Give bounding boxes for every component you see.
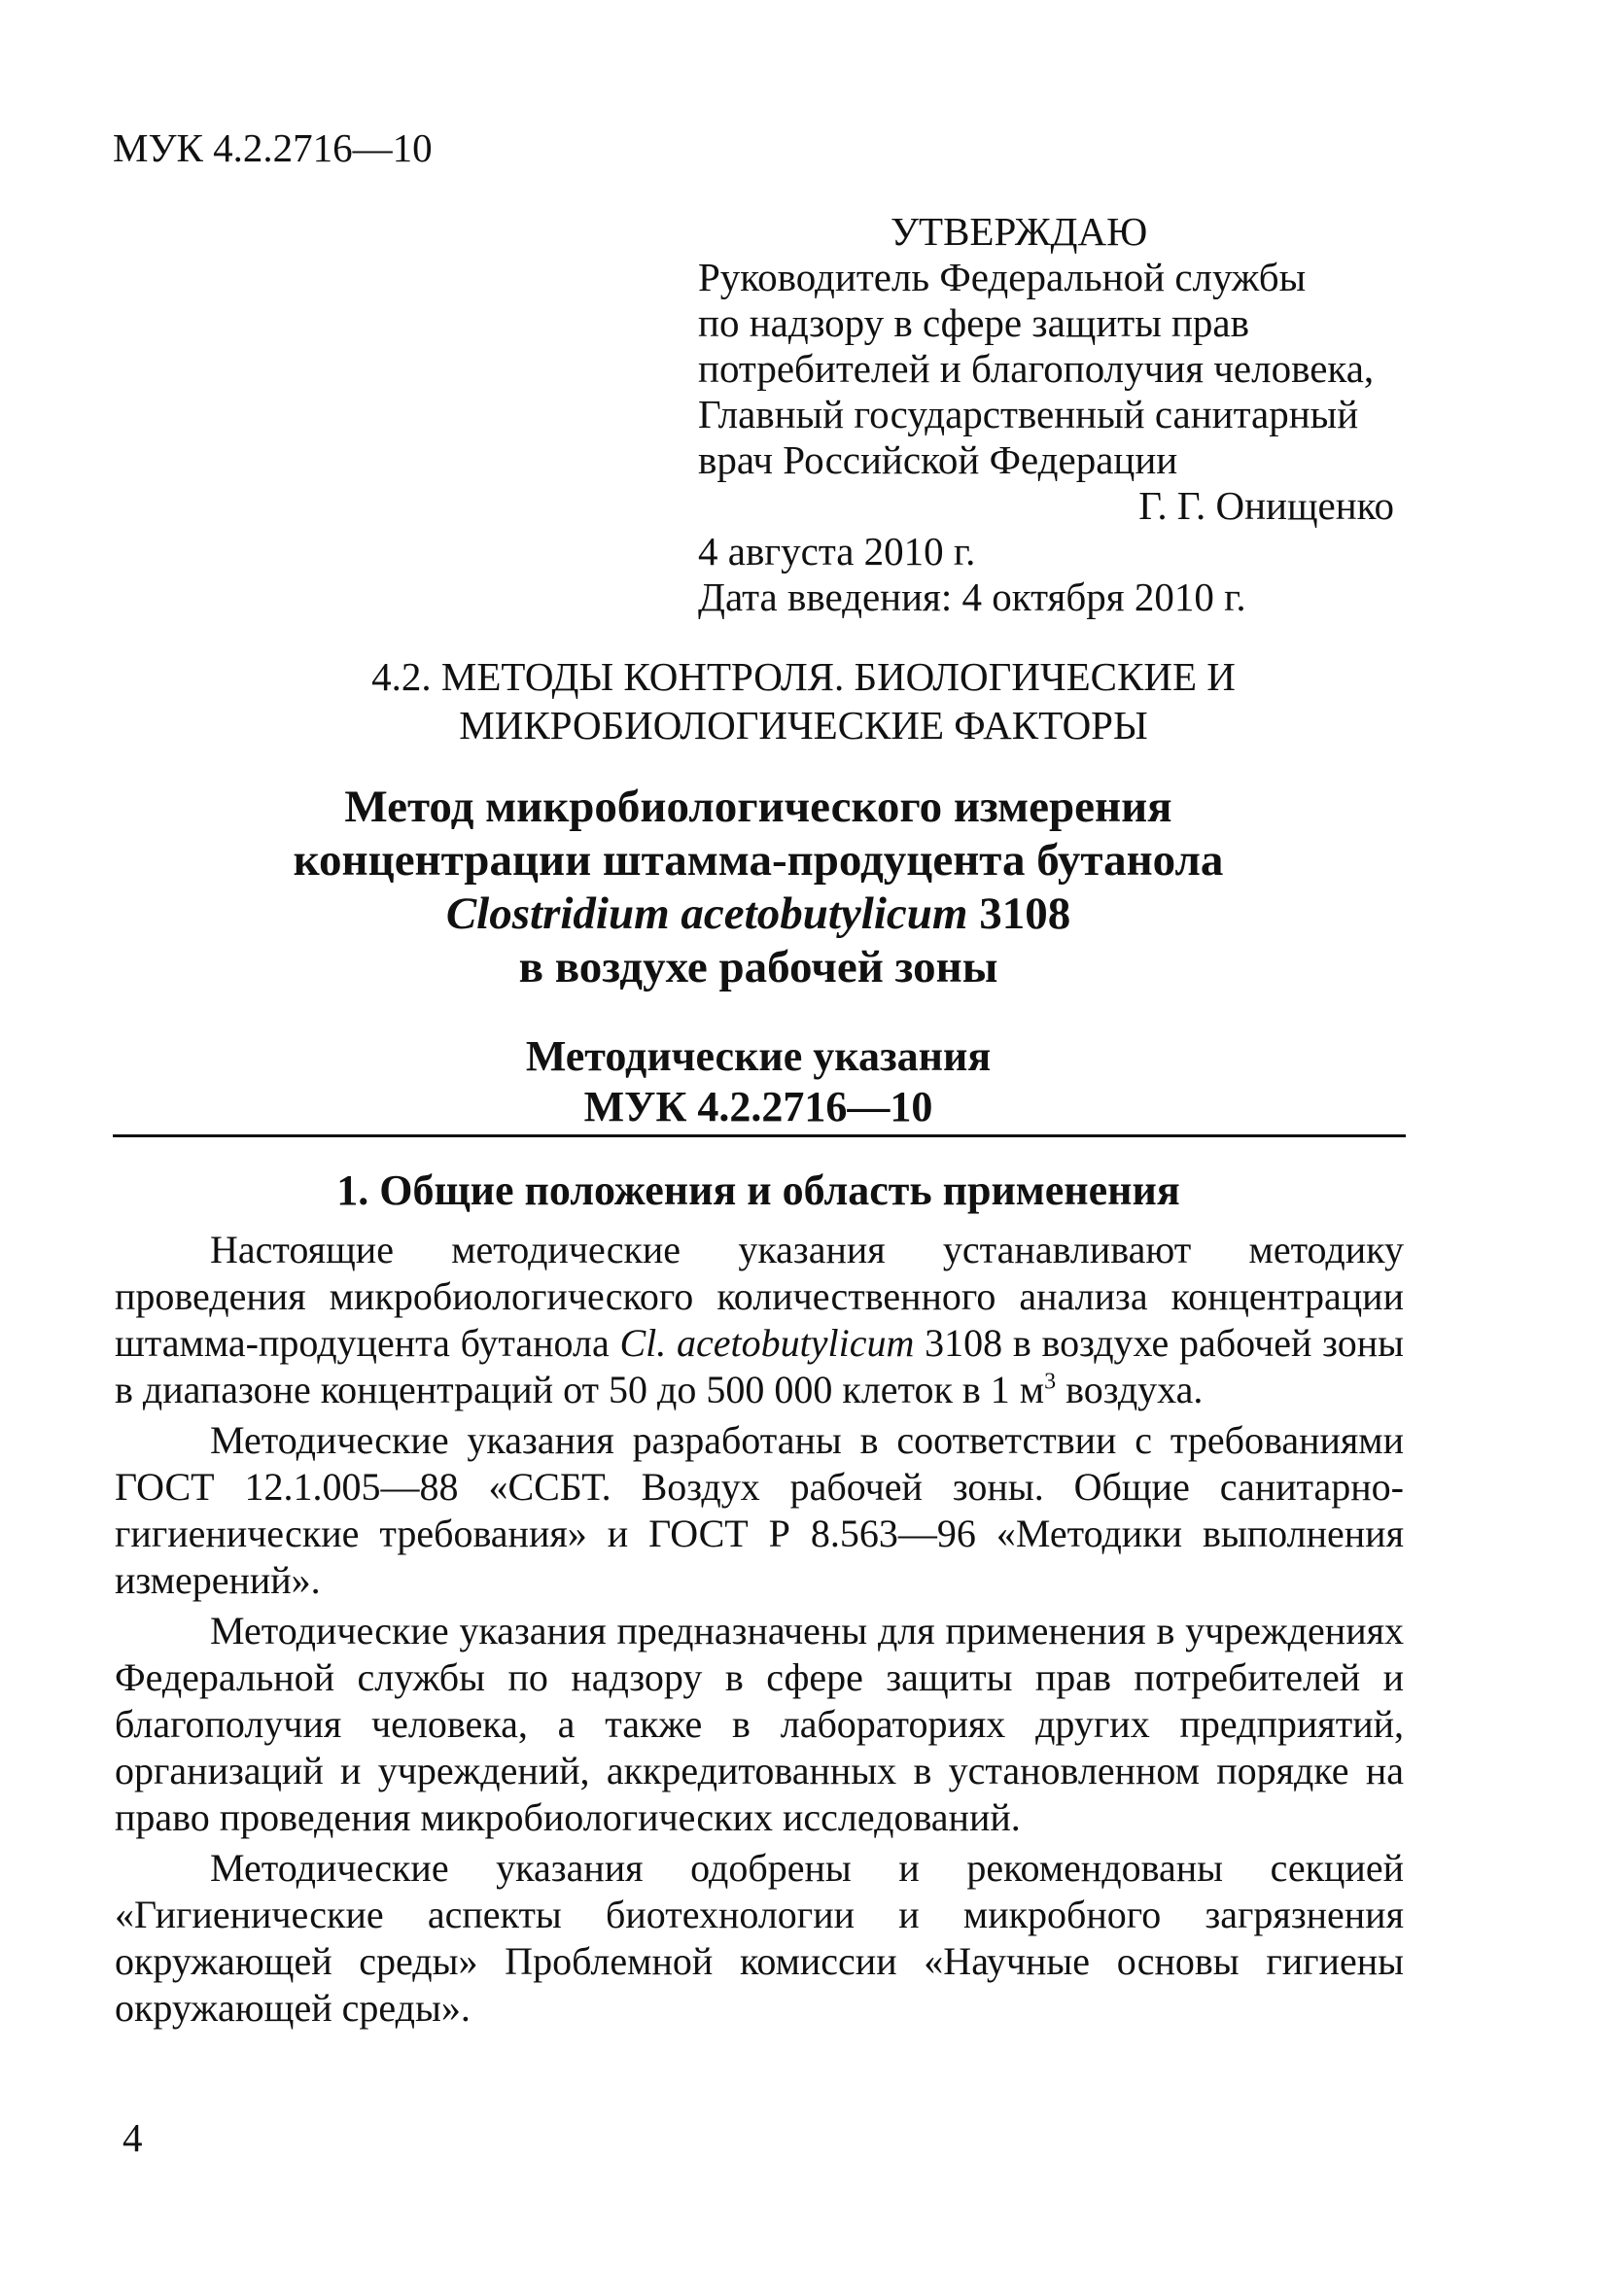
title-species-name: Clostridium acetobutylicum xyxy=(445,888,968,939)
paragraph: Настоящие методические указания устанавливают методику проведения микробиологического количественного анализа концентрации штамма-продуцента бутанола Cl. acetobutylicum 3108 в воздухе рабочей зоны в диапазоне концентраций от 50 до 500 000 клеток в 1 $м^3$ воздуха. xyxy=(115,1228,1404,1411)
section-category-heading xyxy=(0,652,1607,749)
approval-line: врач Российской Федерации xyxy=(698,437,1178,482)
title-line: в воздухе рабочей зоны xyxy=(518,942,998,992)
title-line: концентрации штамма-продуцента бутанола xyxy=(293,835,1224,886)
document-code-header: МУК 4.2.2716—10 xyxy=(113,125,433,170)
species-abbrev: Cl. acetobutylicum xyxy=(619,1321,915,1365)
guidelines-code: МУК 4.2.2716—10 xyxy=(583,1083,933,1131)
title-strain-number: 3108 xyxy=(967,888,1071,939)
approval-line: Главный государственный санитарный xyxy=(698,392,1359,436)
approval-line: потребителей и благополучия человека, xyxy=(698,346,1375,391)
approval-line: Руководитель Федеральной службы xyxy=(698,255,1307,299)
approval-date: 4 августа 2010 г. xyxy=(698,529,976,574)
guidelines-label: Методические указания xyxy=(525,1032,992,1080)
superscript: 3 xyxy=(1044,1369,1057,1395)
section-1-heading: 1. Общие положения и область применения xyxy=(336,1166,1180,1214)
guidelines-heading xyxy=(0,1031,1517,1132)
document-title xyxy=(0,781,1517,994)
effective-date: Дата введения: 4 октября 2010 г. xyxy=(698,574,1246,619)
approval-block xyxy=(698,209,1402,620)
title-line: Метод микробиологического измерения xyxy=(344,782,1172,832)
approval-title: УТВЕРЖДАЮ xyxy=(891,209,1148,254)
section-category-line: МИКРОБИОЛОГИЧЕСКИЕ ФАКТОРЫ xyxy=(459,703,1148,748)
paragraph: Методические указания предназначены для применения в учреждениях Федеральной службы по надзору в сфере защиты прав потребителей и благополучия человека, а также в лабораториях других предприятий, организаций и учреждений, аккредитованных в установленном порядке на право проведения микробиологических исследований. xyxy=(115,1609,1404,1839)
approval-signatory: Г. Г. Онищенко xyxy=(1138,483,1394,528)
section-1-body xyxy=(115,1227,1404,2035)
page-number: 4 xyxy=(122,2115,143,2160)
paragraph: Методические указания разработаны в соответствии с требованиями ГОСТ 12.1.005—88 «ССБТ. Воздух рабочей зоны. Общие санитарно-гигиенические требования» и ГОСТ Р 8.563—96 «Методики выполнения измерений». xyxy=(115,1418,1404,1602)
section-category-line: 4.2. МЕТОДЫ КОНТРОЛЯ. БИОЛОГИЧЕСКИЕ И xyxy=(371,654,1236,699)
approval-line: по надзору в сфере защиты прав xyxy=(698,300,1249,345)
horizontal-rule xyxy=(113,1134,1406,1137)
paragraph: Методические указания одобрены и рекомендованы секцией «Гигиенические аспекты биотехнологии и микробного загрязнения окружающей среды» Проблемной комиссии «Научные основы гигиены окружающей среды». xyxy=(115,1846,1404,2030)
title-line xyxy=(0,887,1517,941)
